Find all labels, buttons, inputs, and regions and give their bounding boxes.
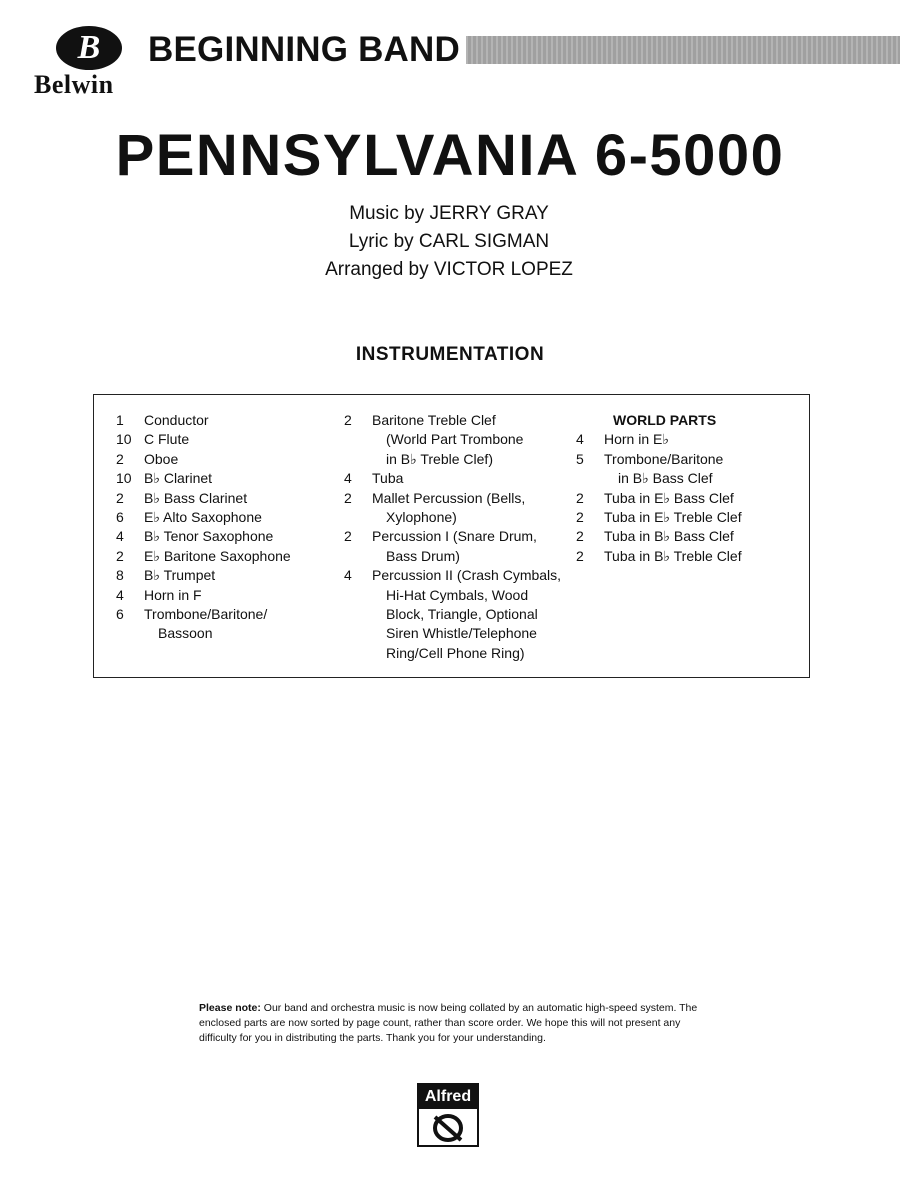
instrument-name: Horn in F [144, 586, 202, 603]
instrument-row [340, 566, 570, 663]
instrument-quantity: 2 [576, 547, 584, 564]
instrument-name-block [144, 508, 332, 527]
instrument-name-block [144, 430, 332, 449]
instrument-name: B♭ Tenor Saxophone [144, 528, 274, 545]
instrument-name-block [144, 605, 332, 644]
instrument-name: Baritone Treble Clef [372, 412, 496, 428]
instrument-name: Tuba in B♭ Bass Clef [604, 528, 734, 545]
world-parts-heading: WORLD PARTS [613, 412, 717, 428]
instrument-name-block [372, 469, 570, 488]
alfred-logo [417, 1083, 479, 1147]
belwin-logo [30, 22, 150, 102]
instrument-row [572, 430, 802, 449]
instrumentation-heading: INSTRUMENTATION [355, 344, 545, 365]
instrument-row [340, 469, 570, 488]
instrument-row [572, 547, 802, 566]
instrumentation-column-3 [572, 411, 802, 566]
instrument-quantity: 4 [116, 586, 124, 603]
instrument-quantity: 2 [576, 509, 584, 526]
instrument-name: Horn in E♭ [604, 431, 669, 448]
instrument-quantity: 2 [116, 489, 124, 506]
instrument-name-continued: Bass Drum) [386, 547, 460, 564]
instrument-name: Tuba in B♭ Treble Clef [604, 547, 742, 564]
instrument-name-continued: Siren Whistle/Telephone [386, 625, 537, 642]
instrument-name-block [604, 527, 802, 546]
instrument-row [112, 566, 332, 585]
instrument-name-block [144, 469, 332, 488]
instrument-quantity: 8 [116, 567, 124, 584]
series-bar [466, 36, 900, 64]
instrument-name-block [372, 566, 570, 663]
instrument-quantity: 4 [344, 470, 352, 487]
instrument-quantity: 2 [116, 547, 124, 564]
instrument-row [112, 450, 332, 469]
instrument-name: B♭ Trumpet [144, 567, 216, 584]
instrument-quantity: 2 [344, 489, 352, 506]
series-title: BEGINNING BAND [148, 30, 460, 69]
instrument-name-block [372, 411, 570, 469]
credit-music: Music by JERRY GRAY [349, 203, 549, 224]
instrument-name: B♭ Clarinet [144, 470, 213, 487]
instrument-name: Tuba in E♭ Bass Clef [604, 489, 734, 506]
instrument-name-block [144, 489, 332, 508]
instrument-row [572, 489, 802, 508]
page-title: PENNSYLVANIA 6-5000 [115, 123, 785, 188]
instrument-row [112, 527, 332, 546]
instrument-name-continued: Ring/Cell Phone Ring) [386, 644, 525, 661]
alfred-logo-name: Alfred [419, 1085, 477, 1109]
instrument-name-block [144, 450, 332, 469]
credit-arranger: Arranged by VICTOR LOPEZ [325, 259, 573, 280]
instrument-quantity: 2 [576, 528, 584, 545]
instrument-quantity: 2 [116, 450, 124, 467]
instrument-name-block [372, 489, 570, 528]
instrument-quantity: 6 [116, 606, 124, 623]
instrument-name-block [144, 547, 332, 566]
instrument-name: B♭ Bass Clarinet [144, 489, 248, 506]
instrument-row [112, 605, 332, 644]
instrument-quantity: 2 [344, 528, 352, 545]
collation-note [199, 1001, 719, 1046]
instrument-name-block [604, 450, 802, 489]
instrument-name-block [604, 430, 802, 449]
instrument-row [572, 450, 802, 489]
instrument-row [112, 469, 332, 488]
alfred-music-icon [427, 1113, 469, 1143]
instrument-name: C Flute [144, 431, 190, 448]
instrument-quantity: 4 [576, 431, 584, 448]
instrument-row [112, 547, 332, 566]
credits [0, 200, 900, 284]
instrument-quantity: 6 [116, 509, 124, 526]
note-text: Our band and orchestra music is now being collated by an automatic high-speed system. The enclosed parts are now sorted by page count, rather than score order. We hope this will not present any difficulty for you in distributing the parts. Thank you for your understanding. [199, 1002, 698, 1044]
instrument-name-block [144, 527, 332, 546]
instrument-quantity: 4 [344, 567, 352, 584]
instrument-quantity: 5 [576, 450, 584, 467]
instrument-quantity: 1 [116, 412, 124, 428]
instrument-name-continued: Hi-Hat Cymbals, Wood [386, 586, 529, 603]
instrument-name: Oboe [144, 450, 179, 467]
instrument-name: Conductor [144, 412, 209, 428]
instrument-name-continued: Block, Triangle, Optional [386, 606, 538, 623]
instrument-name-block [144, 586, 332, 605]
instrument-quantity: 10 [116, 470, 132, 487]
instrument-quantity: 2 [576, 489, 584, 506]
instrument-name: Trombone/Baritone/ [144, 606, 268, 623]
instrument-name-block [144, 566, 332, 585]
instrumentation-column-1 [112, 411, 332, 644]
instrument-name: Percussion I (Snare Drum, [372, 528, 537, 545]
instrument-name-block [604, 508, 802, 527]
belwin-logo-name: Belwin [34, 70, 114, 99]
instrument-name-block [144, 411, 332, 430]
instrument-row [112, 489, 332, 508]
credit-lyric: Lyric by CARL SIGMAN [348, 231, 550, 252]
belwin-logo-mark: B [56, 26, 122, 70]
instrument-name: Trombone/Baritone [604, 450, 724, 467]
instrument-quantity: 4 [116, 528, 124, 545]
instrument-row [572, 527, 802, 546]
instrument-quantity: 10 [116, 431, 132, 448]
instrument-row [112, 508, 332, 527]
instrument-row [112, 586, 332, 605]
instrument-row [340, 411, 570, 469]
instrument-name-block [372, 527, 570, 566]
instrument-row [572, 508, 802, 527]
instrument-name: Mallet Percussion (Bells, [372, 489, 526, 506]
instrument-name-continued: in B♭ Treble Clef) [386, 450, 493, 467]
instrumentation-box [93, 394, 810, 678]
instrument-name-continued: Xylophone) [386, 509, 457, 526]
instrument-name: Percussion II (Crash Cymbals, [372, 567, 562, 584]
instrument-quantity: 2 [344, 412, 352, 428]
note-label: Please note: [199, 1002, 261, 1014]
instrument-row [340, 527, 570, 566]
instrument-name: Tuba in E♭ Treble Clef [604, 509, 742, 526]
instrument-name-continued: Bassoon [158, 625, 213, 642]
instrument-row [112, 411, 332, 430]
instrument-name-continued: in B♭ Bass Clef [618, 470, 713, 487]
instrument-name: E♭ Baritone Saxophone [144, 547, 291, 564]
instrument-name-continued: (World Part Trombone [386, 431, 524, 448]
instrument-name: Tuba [372, 470, 404, 487]
instrument-name: E♭ Alto Saxophone [144, 509, 262, 526]
instrument-name-block [604, 547, 802, 566]
instrumentation-column-2 [340, 411, 570, 663]
instrument-row [340, 489, 570, 528]
instrument-row [112, 430, 332, 449]
instrument-name-block [604, 489, 802, 508]
